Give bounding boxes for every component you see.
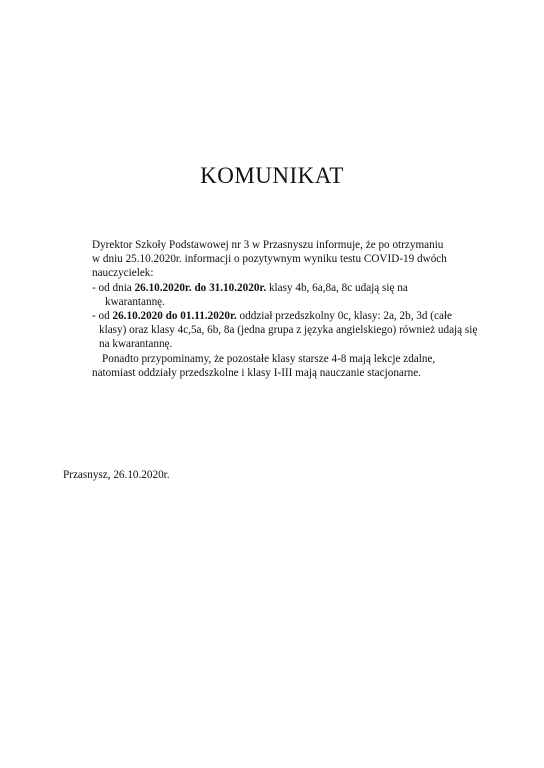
item-2-line-1 — [92, 309, 512, 323]
item-1-suffix: klasy 4b, 6a,8a, 8c udają się na — [266, 281, 408, 294]
item-2-suffix: oddział przedszkolny 0c, klasy: 2a, 2b, 3d (całe — [236, 310, 453, 323]
item-1-prefix: - od dnia — [92, 281, 135, 294]
closing-line-2: natomiast oddziały przedszkolne i klasy I-III mają nauczanie stacjonarne. — [92, 366, 421, 379]
place-and-date: Przasnysz, 26.10.2020r. — [63, 469, 170, 481]
intro-line-1: Dyrektor Szkoły Podstawowej nr 3 w Przasnyszu informuje, że po otrzymaniu — [92, 239, 444, 251]
item-2-date-range: 26.10.2020 do 01.11.2020r. — [112, 310, 237, 323]
item-1-line-2: kwarantannę. — [105, 295, 165, 308]
item-1-date-range: 26.10.2020r. do 31.10.2020r. — [134, 281, 267, 294]
intro-line-2: w dniu 25.10.2020r. informacji o pozytywnym wyniku testu COVID-19 dwóch — [92, 253, 447, 266]
item-1-line-1 — [92, 281, 512, 295]
item-2-line-2: klasy) oraz klasy 4c,5a, 6b, 8a (jedna grupa z języka angielskiego) również udają się — [99, 324, 478, 337]
closing-line-1: Ponadto przypominamy, że pozostałe klasy starsze 4-8 mają lekcje zdalne, — [102, 352, 436, 365]
announcement-body — [92, 238, 512, 380]
item-2-line-3: na kwarantannę. — [99, 338, 173, 351]
item-2-prefix: - od — [92, 310, 113, 323]
intro-line-3: nauczycielek: — [92, 267, 154, 280]
document-title: KOMUNIKAT — [200, 163, 344, 188]
